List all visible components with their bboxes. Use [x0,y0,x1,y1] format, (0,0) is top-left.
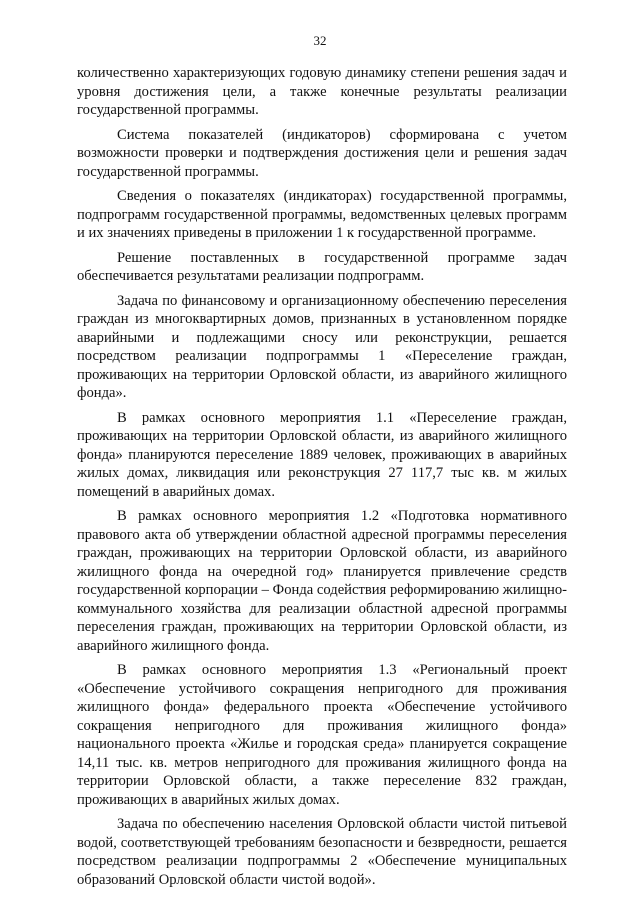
paragraph: Решение поставленных в государственной программе задач обеспечивается результатами реализации подпрограмм. [77,249,567,284]
page-number: 32 [313,33,327,48]
paragraph: Задача по обеспечению населения Орловской области чистой питьевой водой, соответствующей требованиям безопасности и безвредности, решается посредством реализации подпрограммы 2 «Обеспечение муниципальных образований Орловской области чистой водой». [77,816,567,888]
body-text [77,64,567,895]
paragraph: В рамках основного мероприятия 1.1 «Переселение граждан, проживающих на территории Орловской области, из аварийного жилищного фонда» планируются переселение 1889 человек, проживающих в аварийных жилых домах, ликвидация или реконструкция 27 117,7 тыс кв. м жилых помещений в аварийных домах. [77,409,567,500]
paragraph: Задача по финансовому и организационному обеспечению переселения граждан из многоквартирных домов, признанных в установленном порядке аварийными и подлежащими сносу или реконструкции, решается посредством реализации подпрограммы 1 «Переселение граждан, проживающих на территории Орловской области, из аварийного жилищного фонда». [77,292,567,401]
paragraph: Система показателей (индикаторов) сформирована с учетом возможности проверки и подтверждения достижения цели и решения задач государственной программы. [77,126,567,180]
paragraph: количественно характеризующих годовую динамику степени решения задач и уровня достижения цели, а также конечные результаты реализации государственной программы. [77,65,567,118]
paragraph: Сведения о показателях (индикаторах) государственной программы, подпрограмм государственной программы, ведомственных целевых программ и их значениях приведены в приложении 1 к государственной программе. [77,188,567,241]
paragraph: В рамках основного мероприятия 1.2 «Подготовка нормативного правового акта об утверждении областной адресной программы переселения граждан, проживающих на территории Орловской области, из аварийного жилищного фонда на очередной год» планируется привлечение средств государственной корпорации – Фонда содействия реформированию жилищно-коммунального хозяйства для реализации областной адресной программы переселения граждан, проживающих на территории Орловской области, из аварийного жилищного фонда. [77,508,567,654]
paragraph: В рамках основного мероприятия 1.3 «Региональный проект «Обеспечение устойчивого сокращения непригодного для проживания жилищного фонда» федерального проекта «Обеспечение устойчивого сокращения непригодного для проживания жилищного фонда» национального проекта «Жилье и городская среда» планируется сокращение 14,11 тыс. кв. метров непригодного для проживания жилищного фонда на территории Орловской области, а также переселение 832 граждан, проживающих в аварийных жилых домах. [77,662,567,808]
